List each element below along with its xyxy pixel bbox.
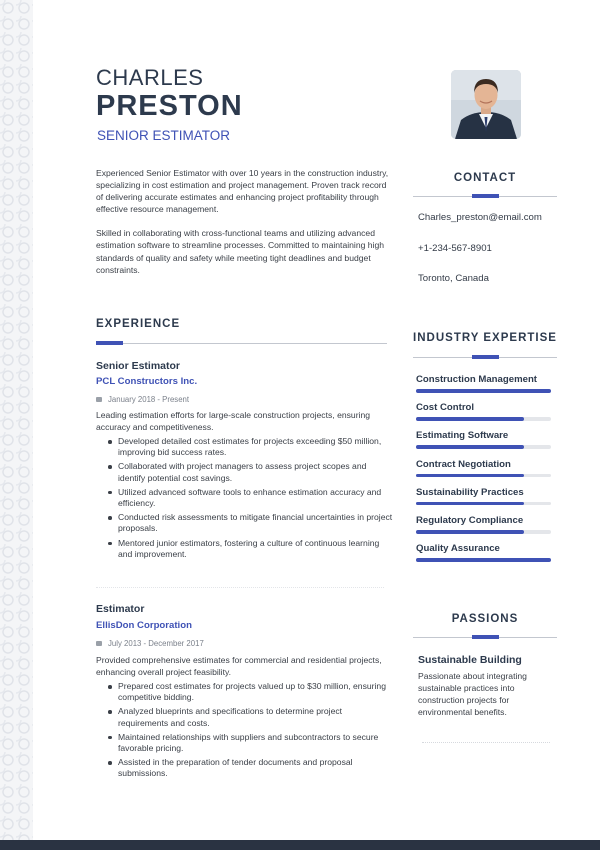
skill-level-bar: [416, 445, 551, 449]
professional-summary: [96, 167, 391, 288]
job-bullet: Maintained relationships with suppliers and subcontractors to secure favorable pricing.: [118, 732, 394, 754]
last-name: PRESTON: [96, 90, 243, 122]
skill-level-fill: [416, 445, 524, 449]
summary-paragraph: Experienced Senior Estimator with over 10 years in the construction industry, specializing in cost estimation and project management. Proven track record of delivering accurate estimates and enhancing project profitability through effective resource management.: [96, 168, 389, 215]
job-bullet: Developed detailed cost estimates for projects exceeding $50 million, improving bid success rates.: [118, 436, 394, 458]
summary-paragraph: Skilled in collaborating with cross-functional teams and utilizing advanced estimation software to streamline processes. Committed to maintaining high standards of quality and safety while meeting tight deadlines and budget constraints.: [96, 228, 385, 275]
skill-label: Construction Management: [416, 374, 537, 385]
skill-level-bar: [416, 389, 551, 393]
decorative-pattern-strip: [0, 0, 33, 850]
job-dates: [96, 639, 204, 648]
job-dates-text: July 2013 - December 2017: [108, 639, 204, 648]
first-name: CHARLES: [96, 65, 204, 90]
job-dates: [96, 395, 189, 404]
profile-photo: [451, 70, 521, 139]
passion-description: Passionate about integrating sustainable practices into construction projects for environmental benefits.: [418, 671, 527, 717]
skill-level-fill: [416, 389, 551, 393]
job-description: Leading estimation efforts for large-scale construction projects, ensuring accuracy and competitiveness.: [96, 410, 371, 432]
company-name: EllisDon Corporation: [96, 620, 192, 631]
skill-level-fill: [416, 474, 524, 478]
job-bullet: Prepared cost estimates for projects valued up to $30 million, ensuring competitive bidding.: [118, 681, 394, 703]
company-name: PCL Constructors Inc.: [96, 376, 198, 387]
experience-accent: [96, 341, 123, 345]
contact-location: Toronto, Canada: [418, 273, 489, 284]
contact-heading: CONTACT: [453, 172, 517, 184]
contact-email: Charles_preston@email.com: [418, 212, 542, 223]
calendar-icon: [96, 641, 102, 646]
experience-heading: EXPERIENCE: [96, 318, 181, 330]
job-bullet: Analyzed blueprints and specifications to determine project requirements and costs.: [118, 706, 394, 728]
job-separator: [96, 587, 384, 588]
skill-label: Estimating Software: [416, 430, 509, 442]
job-bullet: Conducted risk assessments to mitigate financial uncertainties in project proposals.: [118, 512, 393, 534]
contact-phone: +1-234-567-8901: [418, 243, 492, 254]
skill-label: Contract Negotiation: [416, 458, 511, 470]
job-bullet-list: [118, 681, 394, 783]
passion-title: Sustainable Building: [418, 654, 522, 666]
job-bullet: Assisted in the preparation of tender documents and proposal submissions.: [118, 757, 394, 779]
expertise-accent: [472, 355, 499, 359]
skill-label: Regulatory Compliance: [416, 515, 524, 526]
footer-bar: [0, 840, 600, 850]
skill-level-bar: [416, 474, 551, 478]
portrait-image: [451, 70, 521, 139]
job-dates-text: January 2018 - Present: [108, 395, 190, 404]
job-bullet: Collaborated with project managers to assess project scopes and identify potential cost savings.: [118, 461, 394, 483]
skill-level-bar: [416, 530, 551, 534]
skill-level-fill: [416, 502, 524, 506]
passions-heading: PASSIONS: [451, 613, 519, 625]
job-title: Estimator: [96, 603, 145, 615]
skill-label: Sustainability Practices: [416, 486, 524, 498]
job-bullet-list: [118, 436, 394, 563]
skill-level-fill: [416, 558, 551, 562]
skill-level-bar: [416, 558, 551, 562]
skill-label: Quality Assurance: [416, 543, 500, 555]
job-role: SENIOR ESTIMATOR: [97, 128, 231, 143]
skill-level-bar: [416, 417, 551, 421]
skill-label: Cost Control: [416, 402, 475, 414]
calendar-icon: [96, 397, 102, 402]
contact-accent: [472, 194, 499, 198]
job-title: Senior Estimator: [96, 360, 181, 372]
passions-accent: [472, 635, 499, 639]
experience-divider: [96, 343, 387, 344]
skill-level-bar: [416, 502, 551, 506]
job-description: Provided comprehensive estimates for commercial and residential projects, enhancing overall project feasibility.: [96, 655, 382, 677]
passion-separator: [422, 742, 550, 743]
skill-level-fill: [416, 417, 524, 421]
skill-level-fill: [416, 530, 524, 534]
job-bullet: Mentored junior estimators, fostering a culture of continuous learning and improvement.: [118, 538, 394, 560]
expertise-heading: INDUSTRY EXPERTISE: [413, 332, 557, 344]
job-bullet: Utilized advanced software tools to enhance estimation accuracy and efficiency.: [118, 487, 394, 509]
